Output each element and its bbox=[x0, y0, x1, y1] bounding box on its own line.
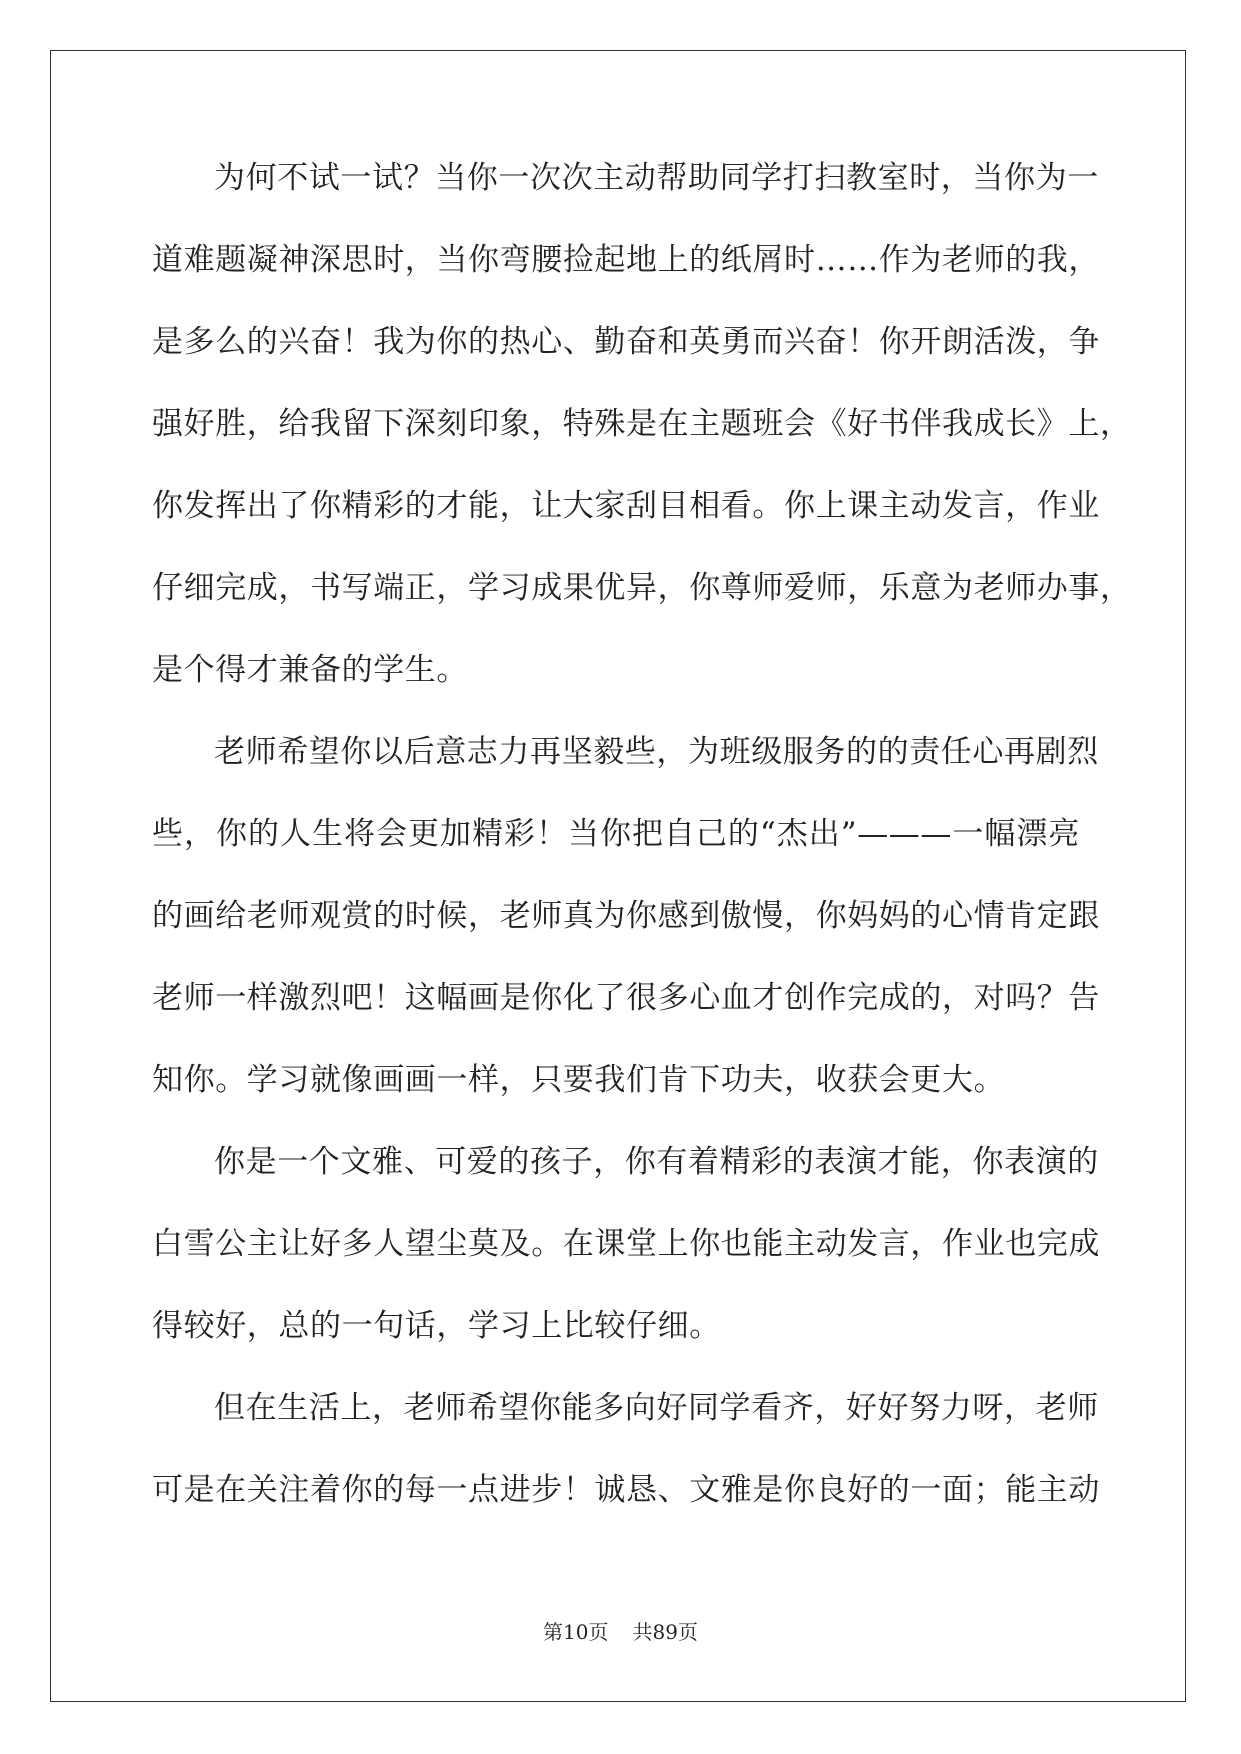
text-line: 道难题凝神深思时，当你弯腰捡起地上的纸屑时……作为老师的我， bbox=[152, 242, 1100, 278]
text-line: 强好胜，给我留下深刻印象，特殊是在主题班会《好书伴我成长》上， bbox=[152, 406, 1132, 442]
text-line: 你是一个文雅、可爱的孩子，你有着精彩的表演才能，你表演的 bbox=[214, 1144, 1099, 1180]
text-line: 些，你的人生将会更加精彩！当你把自己的“杰出”———一幅漂亮 bbox=[152, 816, 1080, 852]
text-line: 老师一样激烈吧！这幅画是你化了很多心血才创作完成的，对吗？告 bbox=[152, 980, 1100, 1016]
text-line: 你发挥出了你精彩的才能，让大家刮目相看。你上课主动发言，作业 bbox=[152, 488, 1100, 524]
text-line: 得较好，总的一句话，学习上比较仔细。 bbox=[152, 1308, 721, 1344]
text-line: 是个得才兼备的学生。 bbox=[152, 652, 468, 688]
text-line: 知你。学习就像画画一样，只要我们肯下功夫，收获会更大。 bbox=[152, 1062, 1006, 1098]
text-line: 为何不试一试？当你一次次主动帮助同学打扫教室时，当你为一 bbox=[214, 160, 1099, 196]
text-line: 的画给老师观赏的时候，老师真为你感到傲慢，你妈妈的心情肯定跟 bbox=[152, 898, 1100, 934]
text-line: 但在生活上，老师希望你能多向好同学看齐，好好努力呀，老师 bbox=[214, 1390, 1099, 1426]
page-total: 共89页 bbox=[632, 1620, 698, 1644]
text-line: 可是在关注着你的每一点进步！诚恳、文雅是你良好的一面；能主动 bbox=[152, 1472, 1100, 1508]
text-line: 是多么的兴奋！我为你的热心、勤奋和英勇而兴奋！你开朗活泼，争 bbox=[152, 324, 1100, 360]
page-number: 第10页 bbox=[543, 1620, 609, 1644]
text-line: 仔细完成，书写端正，学习成果优异，你尊师爱师，乐意为老师办事， bbox=[152, 570, 1132, 606]
document-body bbox=[152, 158, 1132, 1552]
text-line: 白雪公主让好多人望尘莫及。在课堂上你也能主动发言，作业也完成 bbox=[152, 1226, 1100, 1262]
page-footer bbox=[0, 1616, 1241, 1645]
text-line: 老师希望你以后意志力再坚毅些，为班级服务的的责任心再剧烈 bbox=[214, 734, 1099, 770]
